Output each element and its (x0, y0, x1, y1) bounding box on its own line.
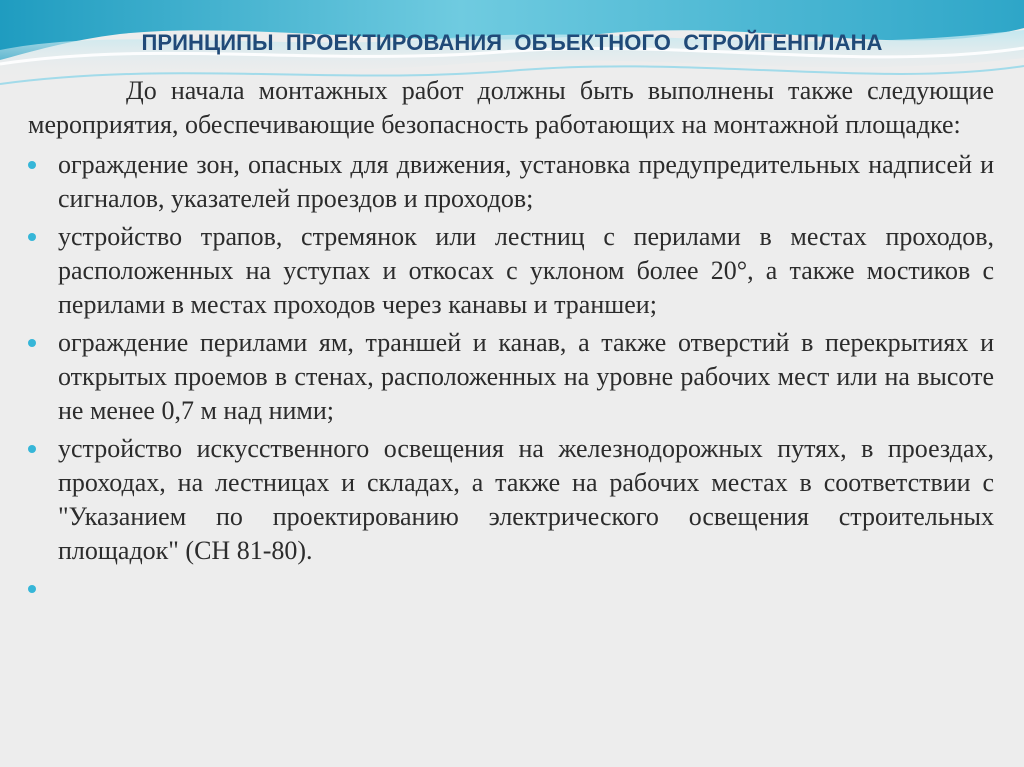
bullet-dot-icon (28, 161, 36, 169)
list-item (28, 326, 994, 428)
list-item (28, 148, 994, 216)
intro-paragraph: До начала монтажных работ должны быть выполнены также следующие мероприятия, обеспечивающие безопасность работающих на монтажной площадке: (28, 76, 994, 139)
list-item (28, 432, 994, 568)
bullet-dot-icon (28, 233, 36, 241)
bullet-dot-icon (28, 445, 36, 453)
bullet-dot-icon (28, 339, 36, 347)
bullet-list (28, 148, 994, 606)
list-item-empty (28, 572, 994, 606)
list-item-text: ограждение перилами ям, траншей и канав, а также отверстий в перекрытиях и открытых проемов в стенах, расположенных на уровне рабочих мест или на высоте не менее 0,7 м над ними; (58, 328, 994, 425)
list-item-text: ограждение зон, опасных для движения, установка предупредительных надписей и сигналов, указателей проездов и проходов; (58, 150, 994, 213)
bullet-dot-icon (28, 585, 36, 593)
slide-title: ПРИНЦИПЫ ПРОЕКТИРОВАНИЯ ОБЪЕКТНОГО СТРОЙГЕНПЛАНА (141, 30, 883, 55)
list-item (28, 220, 994, 322)
slide-body (28, 74, 994, 610)
list-item-text: устройство трапов, стремянок или лестниц с перилами в местах проходов, расположенных на уступах и откосах с уклоном более 20°, а также мостиков с перилами в местах проходов через канавы и траншеи; (58, 222, 994, 319)
list-item-text: устройство искусственного освещения на железнодорожных путях, в проездах, проходах, на лестницах и складах, а также на рабочих местах в соответствии с "Указанием по проектированию электрического освещения строительных площадок" (СН 81-80). (58, 434, 994, 565)
